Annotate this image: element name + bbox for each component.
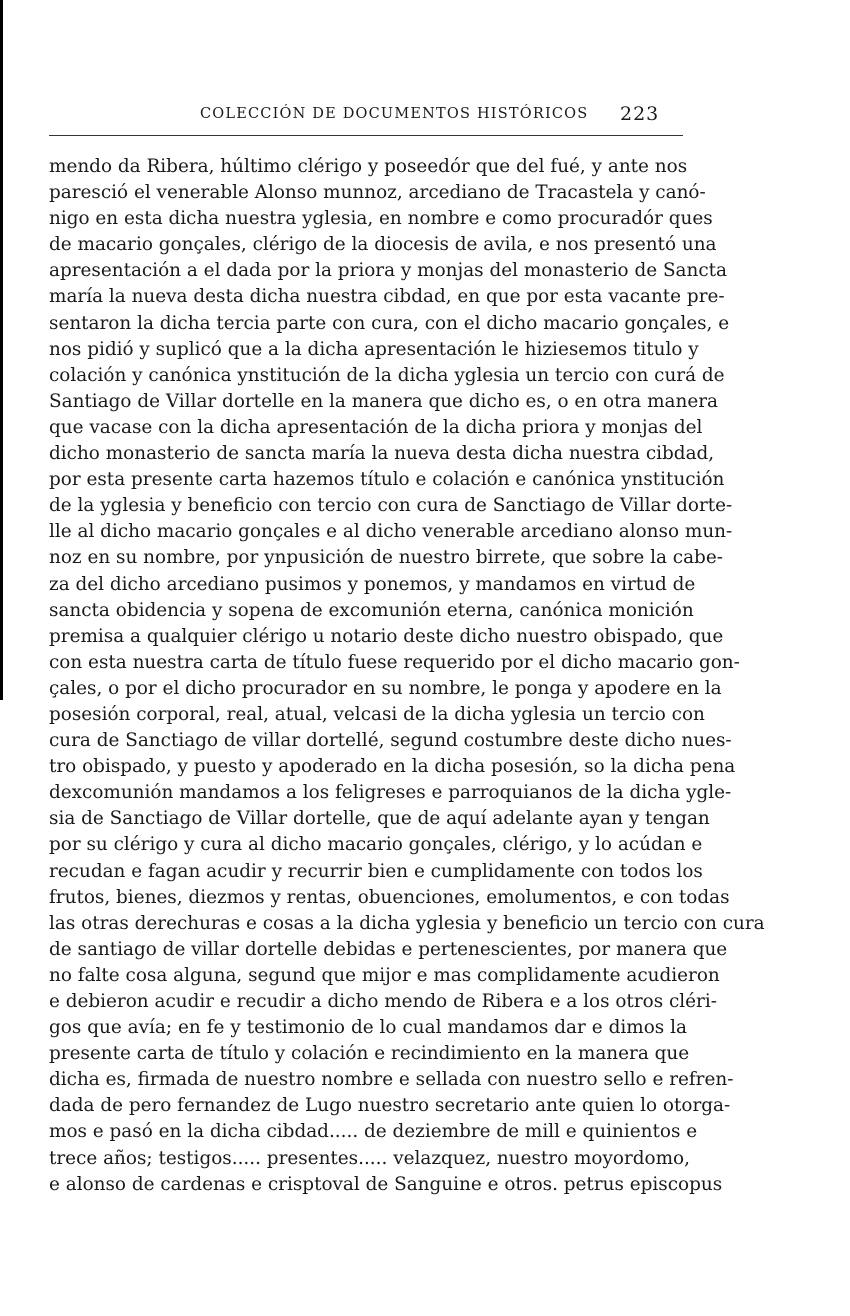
text-line: dicho monasterio de sancta maría la nueva desta dicha nuestra cibdad, bbox=[49, 443, 715, 465]
text-line: dexcomunión mandamos a los feligreses e parroquianos de la dicha ygle- bbox=[49, 782, 732, 804]
text-line: por su clérigo y cura al dicho macario gonçales, clérigo, y lo acúdan e bbox=[49, 834, 703, 856]
text-line: de la yglesia y beneficio con tercio con cura de Sanctiago de Villar dorte- bbox=[49, 495, 733, 517]
text-line: no falte cosa alguna, segund que mijor e mas complidamente acudieron bbox=[49, 964, 720, 986]
text-line: sia de Sanctiago de Villar dortelle, que de aquí adelante ayan y tengan bbox=[49, 808, 710, 830]
text-line: las otras derechuras e cosas a la dicha yglesia y beneficio un tercio con cura bbox=[49, 912, 765, 934]
text-line: premisa a qualquier clérigo u notario deste dicho nuestro obispado, que bbox=[49, 625, 724, 647]
page-header bbox=[0, 103, 850, 136]
text-line: gos que avía; en fe y testimonio de lo cual mandamos dar e dimos la bbox=[49, 1017, 687, 1039]
text-line: posesión corporal, real, atual, velcasi de la dicha yglesia un tercio con bbox=[49, 703, 705, 725]
text-line: cura de Sanctiago de villar dortellé, segund costumbre deste dicho nues- bbox=[49, 730, 732, 752]
text-line: çales, o por el dicho procurador en su nombre, le ponga y apodere en la bbox=[49, 677, 722, 699]
text-line: trece años; testigos..... presentes..... velazquez, nuestro moyordomo, bbox=[49, 1147, 690, 1169]
text-line: tro obispado, y puesto y apoderado en la dicha posesión, so la dicha pena bbox=[49, 756, 736, 778]
page-edge-shadow bbox=[0, 0, 3, 700]
text-line: apresentación a el dada por la priora y monjas del monasterio de Sancta bbox=[49, 260, 728, 282]
text-line: frutos, bienes, diezmos y rentas, obuenciones, emolumentos, e con todas bbox=[49, 886, 730, 908]
text-line: con esta nuestra carta de título fuese requerido por el dicho macario gon- bbox=[49, 651, 740, 673]
text-line: recudan e fagan acudir y recurrir bien e cumplidamente con todos los bbox=[49, 860, 703, 882]
text-line: nigo en esta dicha nuestra yglesia, en nombre e como procuradór ques bbox=[49, 208, 713, 230]
header-rule bbox=[49, 135, 683, 136]
body-text bbox=[49, 154, 765, 1198]
text-line: lle al dicho macario gonçales e al dicho venerable arcediano alonso mun- bbox=[49, 521, 733, 543]
text-line: por esta presente carta hazemos título e colación e canónica ynstitución bbox=[49, 469, 725, 491]
text-line: de macario gonçales, clérigo de la diocesis de avila, e nos presentó una bbox=[49, 234, 717, 256]
running-title: COLECCIÓN DE DOCUMENTOS HISTÓRICOS bbox=[200, 106, 589, 122]
text-line: sancta obidencia y sopena de excomunión eterna, canónica monición bbox=[49, 599, 694, 621]
text-line: sentaron la dicha tercia parte con cura, con el dicho macario gonçales, e bbox=[49, 312, 730, 334]
text-line: maría la nueva desta dicha nuestra cibdad, en que por esta vacante pre- bbox=[49, 286, 725, 308]
text-line: e debieron acudir e recudir a dicho mendo de Ribera e a los otros cléri- bbox=[49, 991, 717, 1012]
text-line: dicha es, firmada de nuestro nombre e sellada con nuestro sello e refren- bbox=[49, 1069, 734, 1091]
page-number: 223 bbox=[620, 103, 660, 125]
text-line: dada de pero fernandez de Lugo nuestro secretario ante quien lo otorga- bbox=[49, 1095, 731, 1117]
text-line: paresció el venerable Alonso munnoz, arcediano de Tracastela y canó- bbox=[49, 182, 706, 204]
text-line: mos e pasó en la dicha cibdad..... de deziembre de mill e quinientos e bbox=[49, 1121, 698, 1143]
text-line: e alonso de cardenas e crisptoval de Sanguine e otros. petrus episcopus bbox=[49, 1173, 723, 1195]
text-line: nos pidió y suplicó que a la dicha apresentación le hiziesemos titulo y bbox=[49, 338, 699, 360]
text-line: presente carta de título y colación e recindimiento en la manera que bbox=[49, 1043, 690, 1065]
text-line: za del dicho arcediano pusimos y ponemos, y mandamos en virtud de bbox=[49, 573, 696, 595]
text-line: noz en su nombre, por ynpusición de nuestro birrete, que sobre la cabe- bbox=[49, 547, 723, 569]
text-line: que vacase con la dicha apresentación de la dicha priora y monjas del bbox=[49, 416, 703, 438]
text-line: de santiago de villar dortelle debidas e pertenescientes, por manera que bbox=[49, 938, 728, 960]
text-line: Santiago de Villar dortelle en la manera que dicho es, o en otra manera bbox=[49, 390, 718, 412]
text-line: mendo da Ribera, húltimo clérigo y poseedór que del fué, y ante nos bbox=[49, 156, 688, 177]
text-line: colación y canónica ynstitución de la dicha yglesia un tercio con curá de bbox=[49, 364, 725, 386]
